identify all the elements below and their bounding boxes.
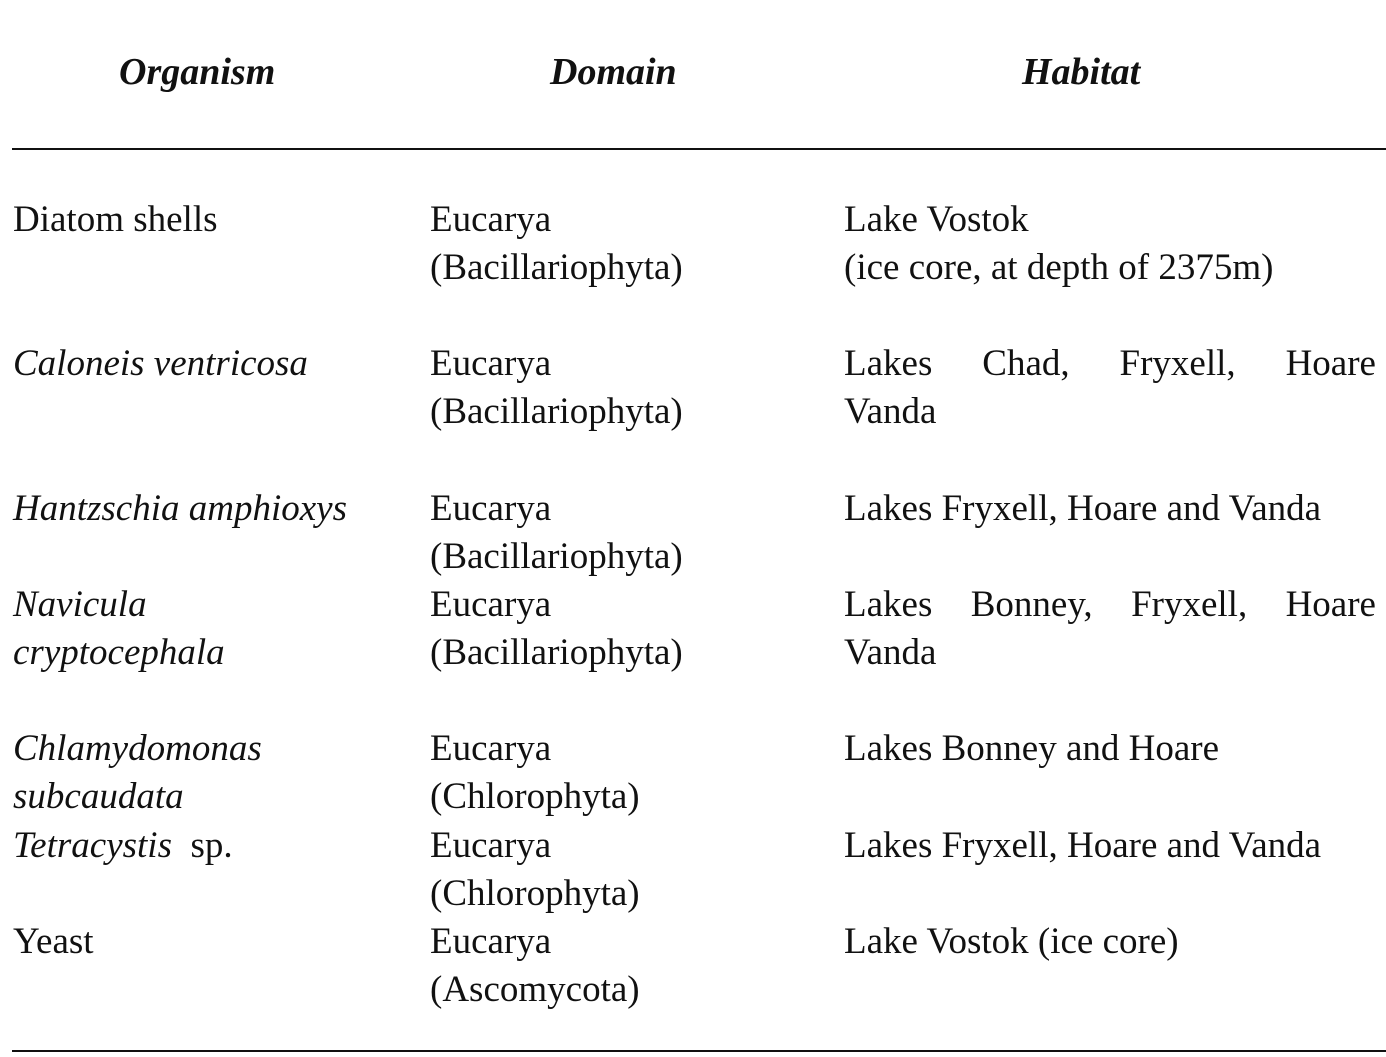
- habitat-word: Bonney,: [970, 584, 1093, 625]
- organism-cell: [13, 918, 413, 966]
- organism-cell: [13, 196, 413, 244]
- organism-cell: [13, 485, 413, 533]
- habitat-cell: [844, 918, 1376, 966]
- organism-species-abbrev: sp.: [190, 825, 233, 866]
- habitat-word: Lakes: [844, 343, 933, 384]
- header-organism: Organism: [119, 51, 276, 93]
- habitat-word: Hoare: [1285, 584, 1376, 625]
- organism-name: cryptocephala: [13, 632, 225, 673]
- organism-name: [13, 822, 413, 870]
- domain-phylum: (Bacillariophyta): [430, 391, 683, 432]
- habitat-word: Hoare: [1285, 343, 1376, 384]
- habitat-cell: [844, 581, 1376, 677]
- domain-cell: [430, 485, 830, 581]
- habitat-line: Lakes Fryxell, Hoare and Vanda: [844, 825, 1322, 866]
- habitat-cell: [844, 822, 1376, 870]
- organism-name: Caloneis ventricosa: [13, 343, 308, 384]
- table-header: [0, 50, 1386, 100]
- habitat-cell: [844, 340, 1376, 436]
- domain-cell: [430, 340, 830, 436]
- organism-cell: [13, 822, 413, 870]
- habitat-line: Lake Vostok: [844, 199, 1029, 240]
- organism-genus: Tetracystis: [13, 825, 172, 866]
- habitat-cell: [844, 485, 1376, 533]
- domain-cell: [430, 725, 830, 821]
- domain-phylum: (Chlorophyta): [430, 776, 640, 817]
- habitat-line: Vanda: [844, 391, 937, 432]
- domain-phylum: (Bacillariophyta): [430, 536, 683, 577]
- domain-name: Eucarya: [430, 199, 552, 240]
- domain-cell: [430, 581, 830, 677]
- domain-cell: [430, 196, 830, 292]
- domain-name: Eucarya: [430, 728, 552, 769]
- habitat-line: (ice core, at depth of 2375m): [844, 247, 1274, 288]
- habitat-cell: [844, 196, 1376, 292]
- organism-name: Navicula: [13, 584, 147, 625]
- footer-rule: [12, 1050, 1386, 1052]
- habitat-line: [844, 581, 1376, 629]
- organism-name: Diatom shells: [13, 199, 218, 240]
- organism-name: Chlamydomonas: [13, 728, 262, 769]
- habitat-cell: [844, 725, 1376, 773]
- habitat-line: Lakes Fryxell, Hoare and Vanda: [844, 488, 1322, 529]
- habitat-word: Fryxell,: [1119, 343, 1236, 384]
- habitat-word: Chad,: [982, 343, 1070, 384]
- header-habitat: Habitat: [1022, 51, 1141, 93]
- organism-name: subcaudata: [13, 776, 184, 817]
- organism-cell: [13, 725, 413, 821]
- domain-phylum: (Ascomycota): [430, 969, 640, 1010]
- domain-phylum: (Bacillariophyta): [430, 247, 683, 288]
- organism-cell: [13, 340, 413, 388]
- domain-cell: [430, 822, 830, 918]
- header-domain: Domain: [550, 51, 677, 93]
- habitat-line: Lakes Bonney and Hoare: [844, 728, 1220, 769]
- habitat-line: Lake Vostok (ice core): [844, 921, 1179, 962]
- domain-name: Eucarya: [430, 488, 552, 529]
- domain-name: Eucarya: [430, 825, 552, 866]
- habitat-word: Fryxell,: [1131, 584, 1248, 625]
- domain-phylum: (Chlorophyta): [430, 873, 640, 914]
- domain-cell: [430, 918, 830, 1014]
- habitat-line: [844, 340, 1376, 388]
- domain-name: Eucarya: [430, 343, 552, 384]
- domain-phylum: (Bacillariophyta): [430, 632, 683, 673]
- domain-name: Eucarya: [430, 921, 552, 962]
- habitat-line: Vanda: [844, 632, 937, 673]
- habitat-word: Lakes: [844, 584, 933, 625]
- organism-name: Yeast: [13, 921, 94, 962]
- organism-cell: [13, 581, 413, 677]
- header-rule: [12, 148, 1386, 150]
- organism-name: Hantzschia amphioxys: [13, 488, 347, 529]
- domain-name: Eucarya: [430, 584, 552, 625]
